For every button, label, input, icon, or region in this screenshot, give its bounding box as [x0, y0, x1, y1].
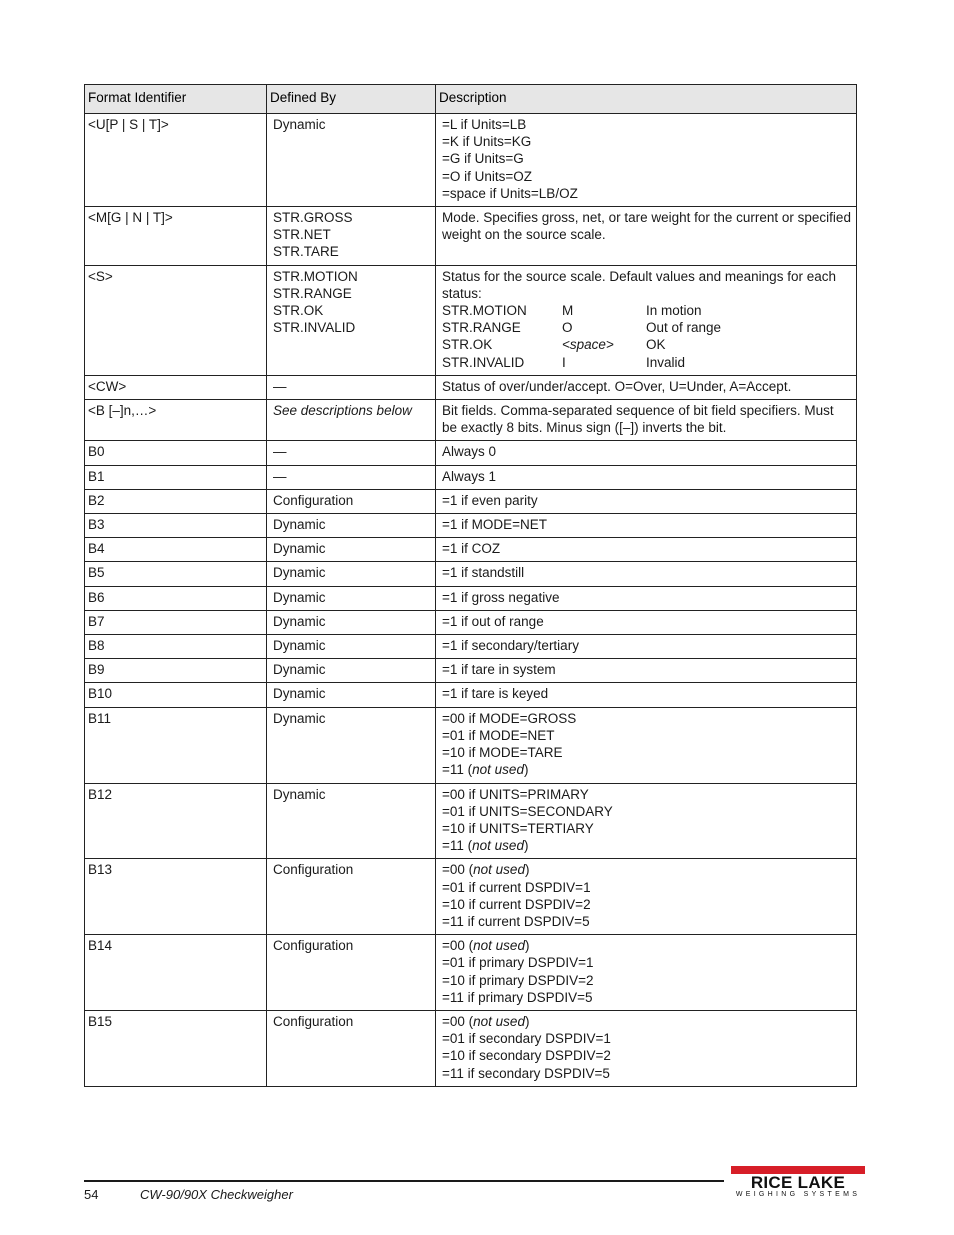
description-fragment: =11 ( [442, 838, 473, 854]
description-cell [436, 562, 857, 586]
description-cell [436, 114, 857, 207]
format-identifier-cell [85, 400, 267, 441]
description-line: =1 if standstill [442, 565, 525, 581]
defined-by-cell [267, 265, 436, 375]
defined-by-cell [267, 610, 436, 634]
description-line: =1 if gross negative [442, 589, 560, 605]
italic-note: not used [473, 1013, 525, 1029]
description-line: =1 if tare in system [442, 662, 556, 678]
description-line: =00 if MODE=GROSS [442, 710, 577, 726]
description-line: =01 if primary DSPDIV=1 [442, 955, 594, 971]
status-value: O [562, 320, 573, 336]
format-identifier-text: B7 [88, 613, 105, 629]
description-cell [436, 538, 857, 562]
description-fragment: =00 ( [442, 938, 474, 954]
format-identifier-text: B10 [88, 686, 113, 702]
table-row [85, 859, 857, 935]
description-cell [436, 659, 857, 683]
description-line: =1 if tare is keyed [442, 686, 549, 702]
defined-by-cell [267, 375, 436, 399]
defined-by-cell [267, 400, 436, 441]
status-value: I [562, 354, 566, 370]
defined-by-text: Dynamic [273, 613, 326, 629]
status-value: M [562, 303, 574, 319]
status-name: STR.OK [442, 337, 493, 353]
defined-by-cell [267, 465, 436, 489]
table-row [85, 114, 857, 207]
defined-by-cell [267, 935, 436, 1011]
description-fragment: ) [523, 762, 529, 778]
table-row [85, 635, 857, 659]
description-line: =11 if secondary DSPDIV=5 [442, 1065, 610, 1081]
logo-subtitle-text: WEIGHING SYSTEMS [735, 1191, 861, 1198]
defined-by-cell [267, 562, 436, 586]
format-identifier-cell [85, 538, 267, 562]
description-line: =G if Units=G [442, 151, 524, 167]
description-cell [436, 400, 857, 441]
description-fragment: ) [524, 862, 530, 878]
defined-by-text: STR.OK [273, 303, 324, 319]
description-text: Status for the source scale. Default values and meanings for each status: [442, 268, 836, 301]
table-row [85, 707, 857, 783]
status-value: <space> [562, 337, 614, 353]
format-identifier-cell [85, 514, 267, 538]
description-line [442, 937, 852, 954]
status-name: STR.INVALID [442, 354, 525, 370]
defined-by-text: Dynamic [273, 565, 326, 581]
defined-by-text: Configuration [273, 492, 354, 508]
column-header-format-identifier: Format Identifier [85, 85, 267, 114]
description-cell [436, 514, 857, 538]
defined-by-text: Dynamic [273, 517, 326, 533]
format-identifier-text: <M[G | N | T]> [88, 210, 173, 226]
defined-by-text: Dynamic [273, 117, 326, 132]
description-line: =1 if COZ [442, 541, 501, 557]
status-table-row [442, 336, 852, 353]
defined-by-text: STR.MOTION [273, 268, 358, 284]
column-header-defined-by: Defined By [267, 85, 436, 114]
table-row [85, 1010, 857, 1086]
format-identifier-cell [85, 207, 267, 266]
description-line: Always 1 [442, 468, 497, 484]
description-line: =01 if current DSPDIV=1 [442, 879, 591, 895]
format-identifier-cell [85, 465, 267, 489]
table-row [85, 935, 857, 1011]
table-row [85, 562, 857, 586]
format-identifier-text: B0 [88, 444, 105, 460]
defined-by-cell [267, 859, 436, 935]
format-identifier-cell [85, 1010, 267, 1086]
format-identifier-text: B4 [88, 541, 105, 557]
defined-by-text: STR.NET [273, 227, 331, 243]
description-line [442, 861, 852, 878]
defined-by-text: — [273, 444, 287, 460]
format-identifier-text: B5 [88, 565, 105, 581]
format-identifier-cell [85, 441, 267, 465]
format-identifier-cell [85, 659, 267, 683]
format-identifier-cell [85, 375, 267, 399]
format-identifier-text: <U[P | S | T]> [88, 117, 169, 132]
status-meaning: Out of range [646, 320, 722, 336]
format-identifier-cell [85, 610, 267, 634]
description-fragment: ) [523, 838, 529, 854]
defined-by-cell [267, 114, 436, 207]
format-identifier-text: B11 [88, 710, 112, 726]
description-cell [436, 859, 857, 935]
description-text: Status of over/under/accept. O=Over, U=Under, A=Accept. [442, 378, 792, 394]
format-identifier-text: <S> [88, 268, 113, 284]
status-table-row [442, 319, 852, 336]
format-identifier-text: B13 [88, 862, 113, 878]
page-number: 54 [84, 1187, 99, 1202]
defined-by-text: STR.INVALID [273, 320, 356, 336]
format-identifier-text: B8 [88, 638, 105, 654]
defined-by-text: Configuration [273, 938, 354, 954]
description-cell [436, 635, 857, 659]
defined-by-text: Dynamic [273, 786, 326, 802]
format-identifier-text: B14 [88, 938, 113, 954]
description-line: =01 if UNITS=SECONDARY [442, 803, 613, 819]
table-row [85, 610, 857, 634]
defined-by-cell [267, 441, 436, 465]
defined-by-cell [267, 707, 436, 783]
description-cell [436, 783, 857, 859]
table-row [85, 465, 857, 489]
description-fragment: ) [524, 1013, 530, 1029]
description-line: =10 if primary DSPDIV=2 [442, 972, 594, 988]
description-line: =10 if MODE=TARE [442, 745, 563, 761]
defined-by-text: Dynamic [273, 541, 326, 557]
description-line: =01 if MODE=NET [442, 727, 555, 743]
defined-by-cell [267, 659, 436, 683]
description-fragment: =11 ( [442, 762, 473, 778]
format-identifier-cell [85, 683, 267, 707]
defined-by-text: Dynamic [273, 662, 326, 678]
defined-by-cell [267, 207, 436, 266]
format-identifier-cell [85, 707, 267, 783]
description-line: =1 if secondary/tertiary [442, 638, 579, 654]
description-line: =00 if UNITS=PRIMARY [442, 786, 589, 802]
description-line: =1 if out of range [442, 613, 544, 629]
table-row [85, 441, 857, 465]
defined-by-cell [267, 586, 436, 610]
description-line: =1 if even parity [442, 492, 538, 508]
description-line: =K if Units=KG [442, 134, 532, 150]
italic-note: not used [473, 938, 525, 954]
italic-note: not used [473, 862, 525, 878]
table-row [85, 375, 857, 399]
defined-by-cell [267, 514, 436, 538]
defined-by-cell [267, 1010, 436, 1086]
defined-by-text: Configuration [273, 862, 354, 878]
defined-by-text: Configuration [273, 1013, 354, 1029]
defined-by-text: STR.RANGE [273, 285, 352, 301]
status-meaning: OK [646, 337, 666, 353]
format-identifier-cell [85, 586, 267, 610]
status-name: STR.RANGE [442, 320, 521, 336]
format-identifier-text: B3 [88, 517, 105, 533]
description-cell [436, 935, 857, 1011]
defined-by-text: Dynamic [273, 710, 326, 726]
defined-by-cell [267, 489, 436, 513]
defined-by-text: Dynamic [273, 686, 326, 702]
table-row [85, 683, 857, 707]
description-cell [436, 207, 857, 266]
description-cell [436, 441, 857, 465]
description-cell [436, 489, 857, 513]
defined-by-text: — [273, 468, 287, 484]
description-line: Always 0 [442, 444, 497, 460]
description-line: =01 if secondary DSPDIV=1 [442, 1031, 611, 1047]
format-identifier-text: B6 [88, 589, 105, 605]
description-cell [436, 683, 857, 707]
format-identifier-cell [85, 114, 267, 207]
description-text: Mode. Specifies gross, net, or tare weight for the current or specified weight on the source scale. [442, 210, 851, 243]
format-identifier-text: B1 [88, 468, 105, 484]
format-identifier-cell [85, 635, 267, 659]
footer-rule [84, 1180, 724, 1182]
table-row [85, 514, 857, 538]
format-identifier-cell [85, 265, 267, 375]
defined-by-text: — [273, 378, 287, 394]
table-row [85, 400, 857, 441]
status-meaning: In motion [646, 303, 702, 319]
format-identifier-cell [85, 783, 267, 859]
column-header-description: Description [436, 85, 857, 114]
logo-brand-text: RICE LAKE [750, 1173, 846, 1192]
document-title: CW-90/90X Checkweigher [140, 1187, 293, 1202]
italic-note: not used [472, 838, 524, 854]
format-identifier-table [84, 84, 857, 1087]
defined-by-cell [267, 683, 436, 707]
description-line: =10 if current DSPDIV=2 [442, 896, 591, 912]
format-identifier-text: <CW> [88, 378, 127, 394]
description-cell [436, 1010, 857, 1086]
defined-by-text: See descriptions below [273, 403, 412, 419]
format-identifier-cell [85, 935, 267, 1011]
description-cell [436, 375, 857, 399]
description-cell [436, 586, 857, 610]
description-line [442, 1013, 852, 1030]
format-identifier-cell [85, 489, 267, 513]
description-cell [436, 707, 857, 783]
table-row [85, 586, 857, 610]
status-table-row [442, 354, 852, 371]
description-line [442, 837, 852, 854]
table-row [85, 659, 857, 683]
format-identifier-cell [85, 562, 267, 586]
table-row [85, 783, 857, 859]
status-meaning: Invalid [646, 354, 686, 370]
table-row [85, 538, 857, 562]
description-fragment: ) [524, 938, 530, 954]
description-line [442, 761, 852, 778]
description-fragment: =00 ( [442, 862, 474, 878]
table-row [85, 265, 857, 375]
defined-by-text: STR.GROSS [273, 210, 353, 226]
description-line: =L if Units=LB [442, 117, 527, 132]
rice-lake-logo [727, 1166, 869, 1200]
defined-by-cell [267, 538, 436, 562]
table-row [85, 207, 857, 266]
description-cell [436, 265, 857, 375]
format-identifier-text: B12 [88, 786, 113, 802]
description-cell [436, 465, 857, 489]
description-line: =1 if MODE=NET [442, 517, 548, 533]
description-line: =10 if secondary DSPDIV=2 [442, 1048, 611, 1064]
format-identifier-text: <B [–]n,…> [88, 403, 157, 419]
status-name: STR.MOTION [442, 303, 527, 319]
description-line: =11 if current DSPDIV=5 [442, 913, 590, 929]
defined-by-text: STR.TARE [273, 244, 339, 260]
defined-by-text: Dynamic [273, 638, 326, 654]
italic-note: not used [472, 762, 524, 778]
defined-by-text: Dynamic [273, 589, 326, 605]
description-line: =11 if primary DSPDIV=5 [442, 989, 593, 1005]
table-header-row [85, 85, 857, 114]
status-table-row [442, 302, 852, 319]
table-body [85, 114, 857, 1087]
format-identifier-cell [85, 859, 267, 935]
description-fragment: =00 ( [442, 1013, 474, 1029]
format-identifier-text: B15 [88, 1013, 113, 1029]
description-line: =O if Units=OZ [442, 168, 533, 184]
format-identifier-text: B2 [88, 492, 105, 508]
format-identifier-text: B9 [88, 662, 105, 678]
description-text: Bit fields. Comma-separated sequence of bit field specifiers. Must be exactly 8 bits. Minus sign ([–]) inverts the bit. [442, 403, 834, 436]
description-cell [436, 610, 857, 634]
description-line: =10 if UNITS=TERTIARY [442, 820, 594, 836]
description-line: =space if Units=LB/OZ [442, 185, 578, 201]
table-row [85, 489, 857, 513]
defined-by-cell [267, 635, 436, 659]
defined-by-cell [267, 783, 436, 859]
